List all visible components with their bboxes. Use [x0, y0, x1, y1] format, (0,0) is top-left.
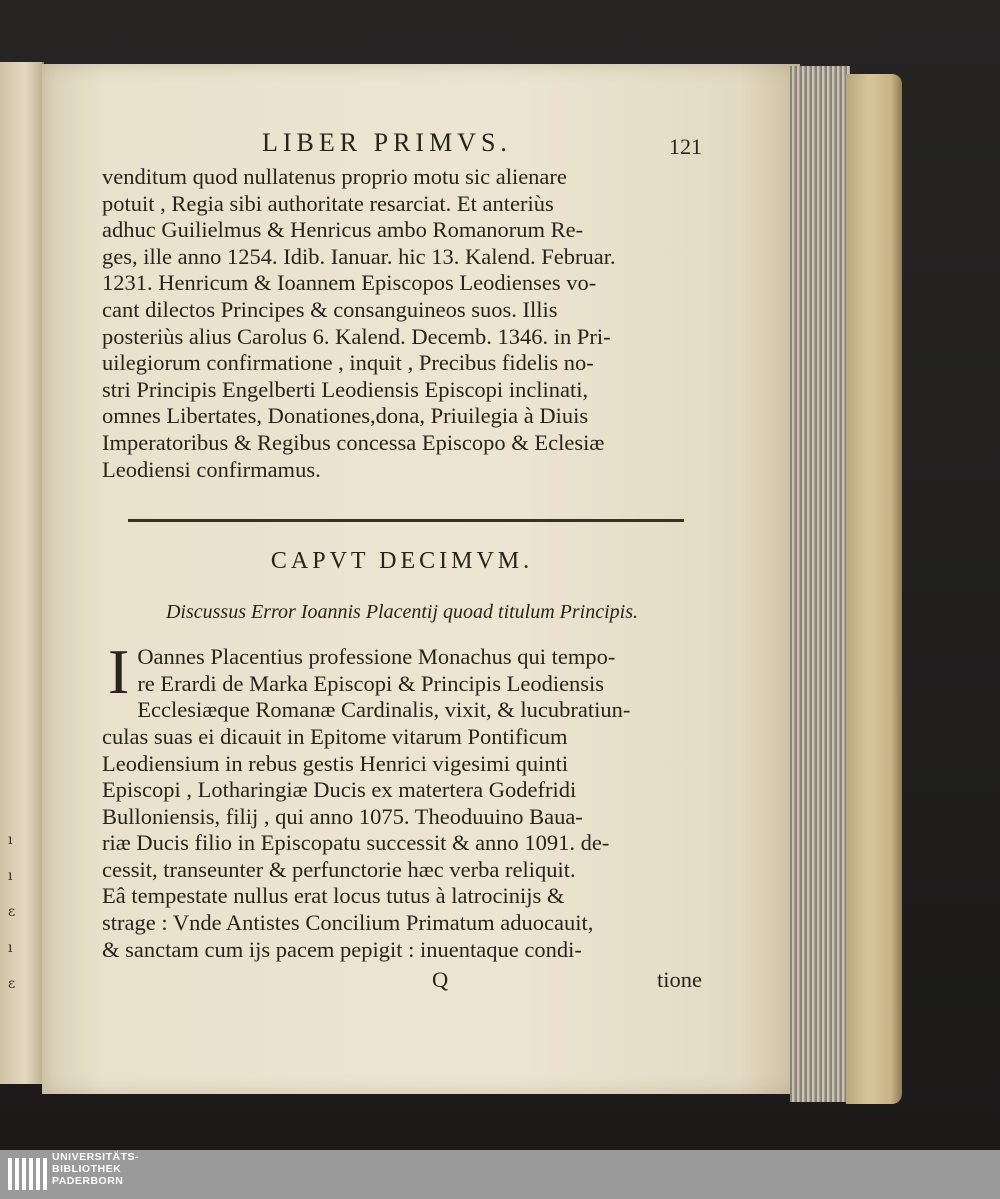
drop-initial: I: [108, 636, 130, 708]
running-head: [102, 128, 702, 164]
text-line: ges, ille anno 1254. Idib. Ianuar. hic 13. Kalend. Februar.: [102, 243, 616, 269]
text-line: cessit, transeunter & perfunctorie hæc verba reliquit.: [102, 856, 576, 882]
library-name: [52, 1151, 139, 1187]
text-line: Ecclesiæque Romanæ Cardinalis, vixit, & lucubratiun-: [137, 697, 631, 723]
catchword: tione: [657, 967, 702, 993]
text-block: [102, 128, 702, 1001]
text-line: stri Principis Engelberti Leodiensis Episcopi inclinati,: [102, 376, 589, 402]
left-page-edge: [0, 62, 44, 1084]
text-line: potuit , Regia sibi authoritate resarciat. Et anteriùs: [102, 190, 554, 216]
library-name-line: PADERBORN: [52, 1175, 124, 1187]
paragraph-1: [102, 164, 702, 483]
signature-mark: Q: [432, 967, 449, 993]
chapter-title: CAPVT DECIMVM.: [270, 548, 534, 575]
text-line: & sanctam cum ijs pacem pepigit : inuentaque condi-: [102, 936, 582, 962]
library-name-line: UNIVERSITÄTS-: [52, 1151, 140, 1163]
paragraph-2: [102, 636, 702, 963]
text-line: riæ Ducis filio in Episcopatu successit & anno 1091. de-: [102, 830, 610, 856]
horizontal-rule: [128, 519, 684, 522]
text-line: re Erardi de Marka Episcopi & Principis Leodiensis: [137, 670, 605, 696]
text-line: Bulloniensis, filij , qui anno 1075. Theoduuino Baua-: [102, 803, 583, 829]
text-line: posteriùs alius Carolus 6. Kalend. Decemb. 1346. in Pri-: [102, 323, 611, 349]
text-line: Episcopi , Lotharingiæ Ducis ex matertera Godefridi: [102, 777, 577, 803]
text-line: strage : Vnde Antistes Concilium Primatum aduocauit,: [102, 910, 594, 936]
text-line: Imperatoribus & Regibus concessa Episcopo & Eclesiæ: [102, 429, 605, 455]
left-page-fragments: ı ı ɛ ı ɛ: [8, 832, 16, 992]
chapter-subtitle: Discussus Error Ioannis Placentij quoad titulum Principis.: [165, 601, 639, 624]
library-name-line: BIBLIOTHEK: [52, 1163, 122, 1175]
text-line: omnes Libertates, Donationes,dona, Priuilegia à Diuis: [102, 403, 589, 429]
text-line: Leodiensium in rebus gestis Henrici vigesimi quinti: [102, 750, 569, 776]
text-line: Eâ tempestate nullus erat locus tutus à latrocinijs &: [102, 883, 565, 909]
text-line: venditum quod nullatenus proprio motu sic alienare: [102, 164, 567, 189]
text-line: 1231. Henricum & Ioannem Episcopos Leodienses vo-: [102, 270, 597, 296]
text-line: cant dilectos Principes & consanguineos suos. Illis: [102, 296, 558, 322]
page-fore-edge: [790, 66, 850, 1102]
library-footer-bar: [0, 1150, 1000, 1199]
vellum-cover-edge: [846, 74, 902, 1104]
running-head-title: LIBER PRIMVS.: [262, 128, 512, 157]
catchword-line: [102, 967, 702, 1001]
text-line: culas suas ei dicauit in Epitome vitarum Pontificum: [102, 723, 568, 749]
text-line: adhuc Guilielmus & Henricus ambo Romanorum Re-: [102, 217, 584, 243]
page-number: 121: [669, 134, 702, 159]
text-line: Oannes Placentius professione Monachus qui tempo-: [137, 644, 616, 670]
library-logo-icon: [6, 1152, 50, 1196]
text-line: uilegiorum confirmatione , inquit , Precibus fidelis no-: [102, 350, 594, 376]
text-line: Leodiensi confirmamus.: [102, 456, 321, 482]
